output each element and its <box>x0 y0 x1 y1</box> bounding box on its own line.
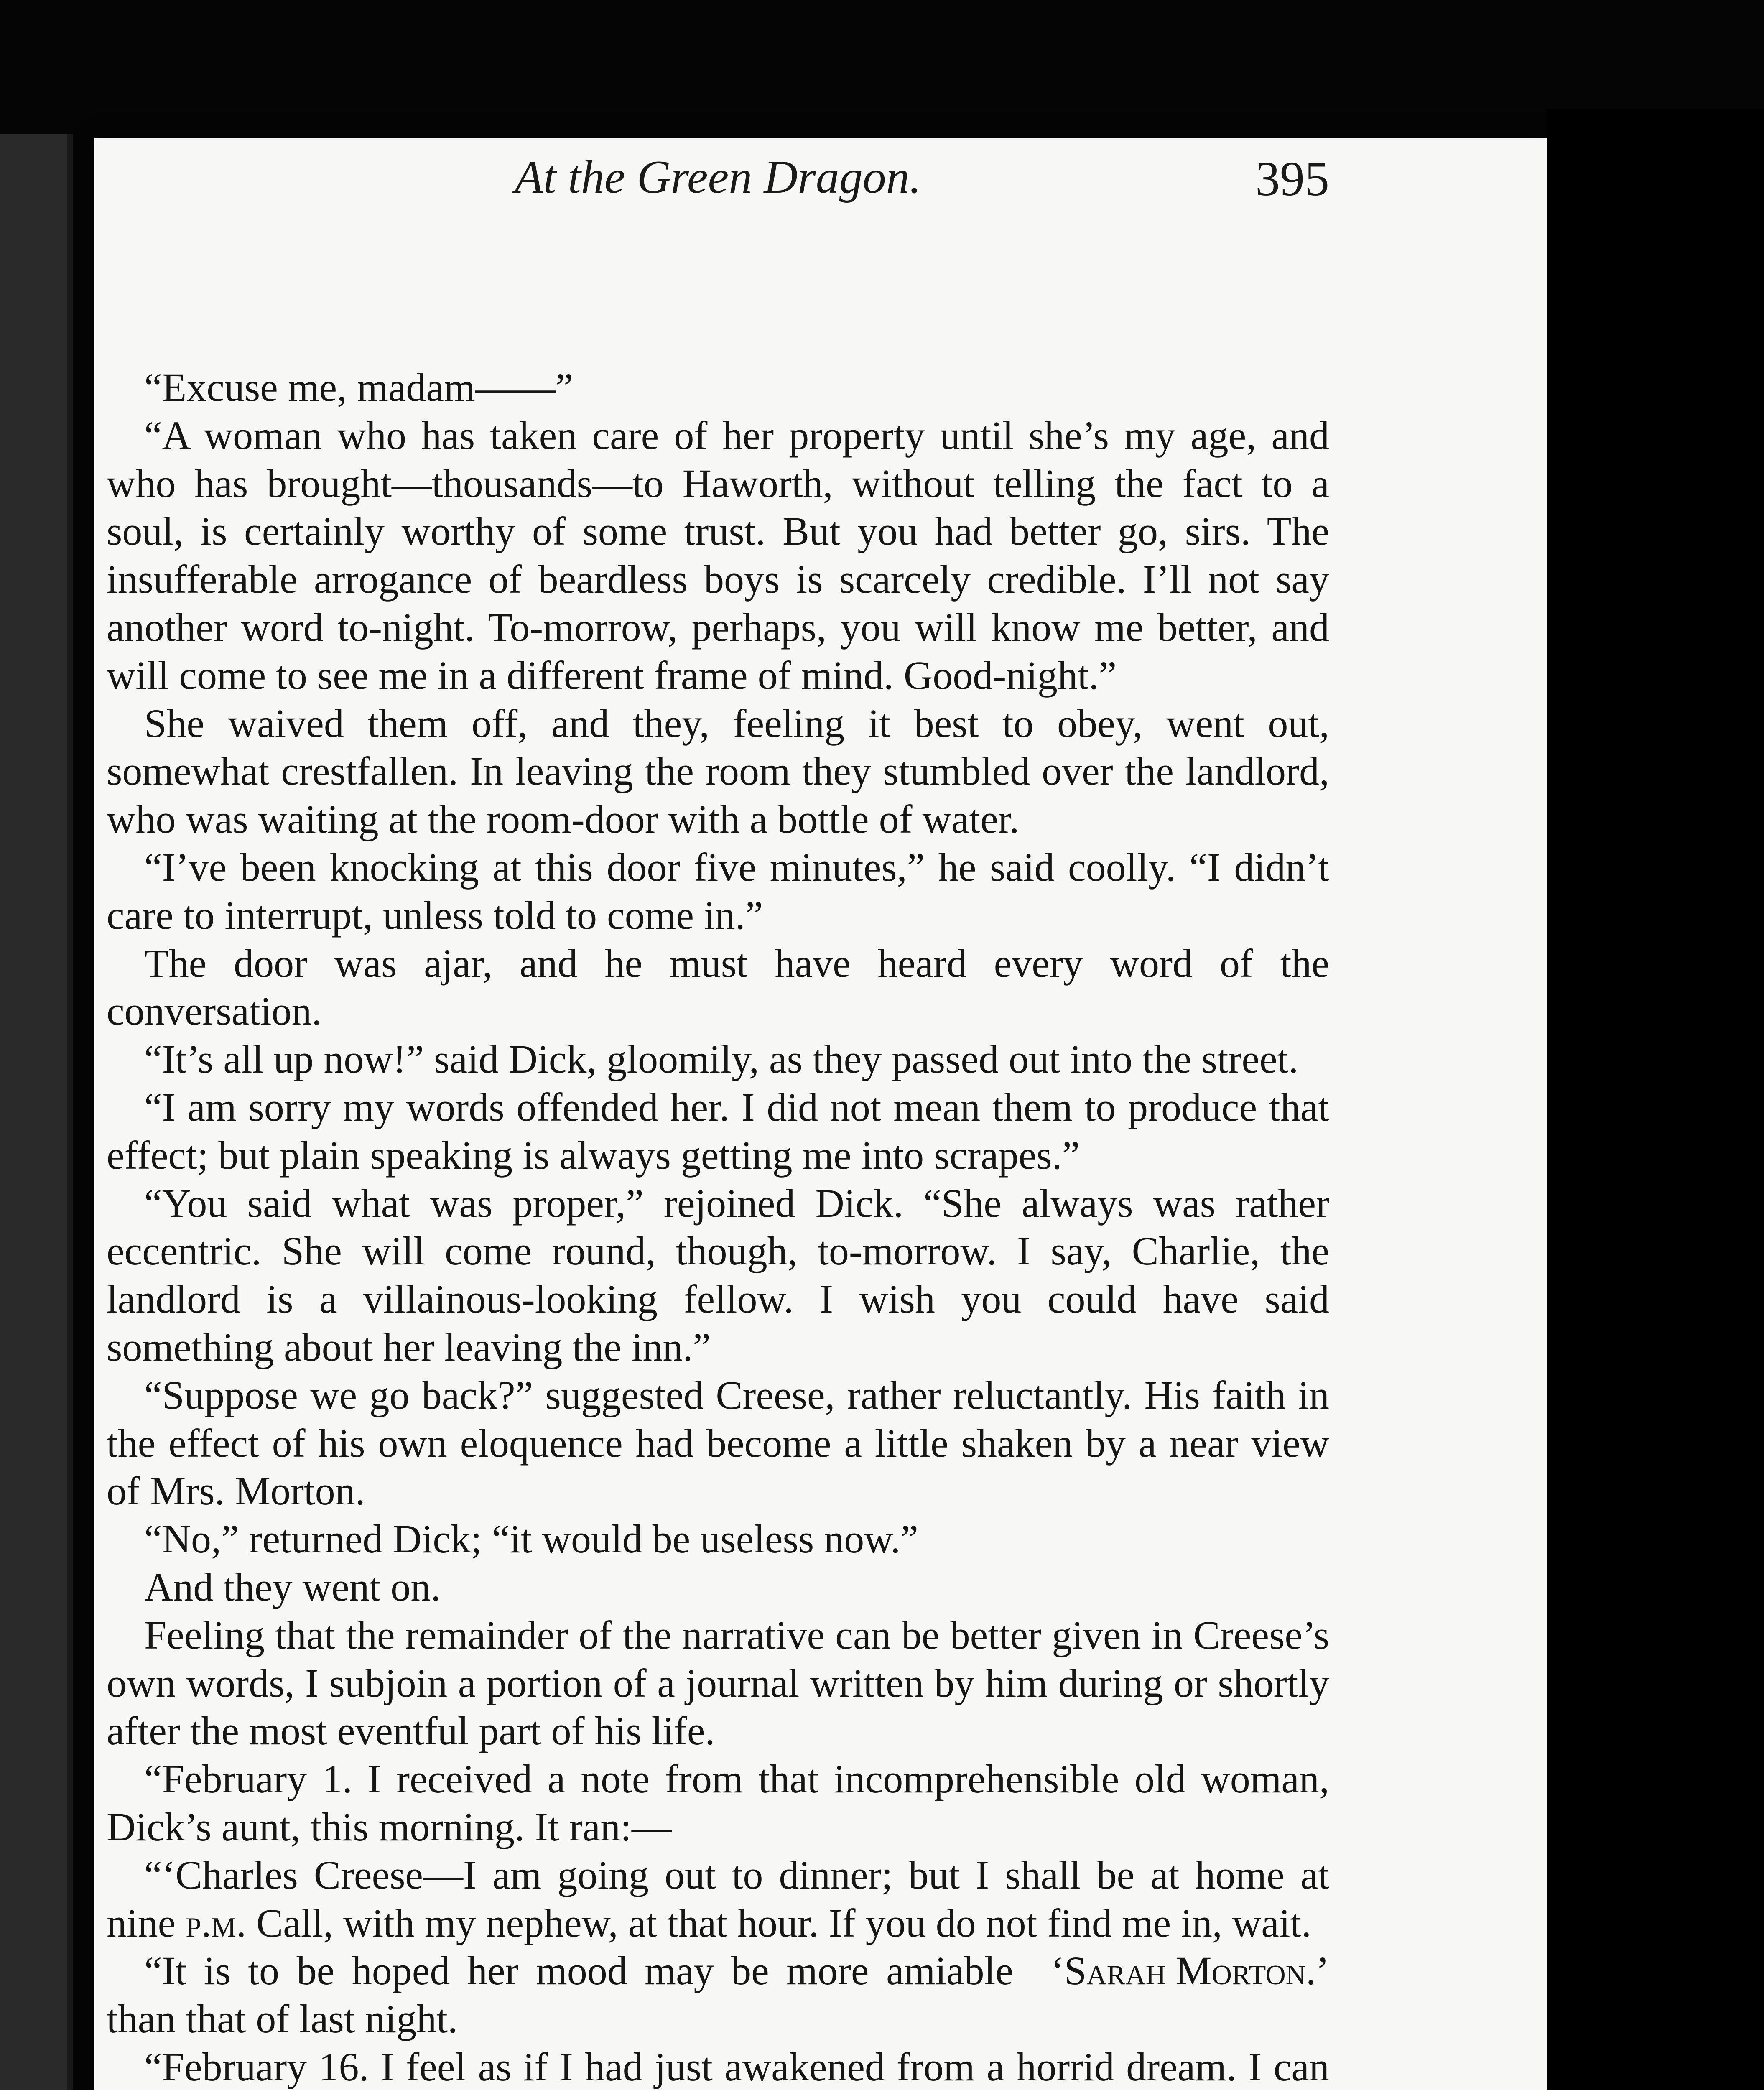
paragraph: “I’ve been knocking at this door five minutes,” he said coolly. “I didn’t care to interrupt, unless told to come in.” <box>107 844 1329 938</box>
paragraph: “I am sorry my words offended her. I did not mean them to produce that effect; but plain speaking is always getting me into scrapes.” <box>107 1084 1329 1178</box>
running-header <box>107 150 1329 226</box>
paragraph: “It’s all up now!” said Dick, gloomily, as they passed out into the street. <box>144 1037 1299 1082</box>
letter-body-after: Call, with my nephew, at that hour. If you do not find me in, wait. <box>246 1900 1312 1945</box>
paragraph: “A woman who has taken care of her property until she’s my age, and who has brought—thousands—to Haworth, without telling the fact to a soul, is certainly worthy of some trust. But you had better go, sirs. The insufferable arrogance of beardless boys is scarcely credible. I’ll not say another word to-night. To-morrow, perhaps, you will know me better, and will come to see me in a different frame of mind. Good-night.” <box>107 413 1329 698</box>
letter-body: “‘Charles Creese—I am going out to dinner; but I shall be at home at nine <box>107 1852 1329 1945</box>
page-number: 395 <box>1255 151 1329 206</box>
paragraph: “You said what was proper,” rejoined Dick. “She always was rather eccentric. She will come round, though, to-morrow. I say, Charlie, the landlord is a villainous-looking fellow. I wish you could have said something about her leaving the inn.” <box>107 1180 1329 1369</box>
letter-paragraph <box>107 1851 1329 1993</box>
paragraph: “Suppose we go back?” suggested Creese, rather reluctantly. His faith in the effect of his own eloquence had become a little shaken by a near view of Mrs. Morton. <box>107 1372 1329 1514</box>
letter-signature: ‘Sarah Morton.’ <box>1050 1948 1329 1993</box>
paragraph: “No,” returned Dick; “it would be useless now.” <box>144 1517 918 1562</box>
left-page-edge <box>0 134 73 2090</box>
paragraph: “It is to be hoped her mood may be more amiable than that of last night. <box>107 1948 1013 2042</box>
letter-time: p.m. <box>186 1900 247 1945</box>
body-text <box>107 364 1329 2090</box>
paragraph: She waived them off, and they, feeling it best to obey, went out, somewhat crestfallen. In leaving the room they stumbled over the landlord, who was waiting at the room-door with a bottle of water. <box>107 701 1329 842</box>
paragraph: Feeling that the remainder of the narrative can be better given in Creese’s own words, I subjoin a portion of a journal written by him during or shortly after the most eventful part of his life. <box>107 1612 1329 1754</box>
paragraph: The door was ajar, and he must have heard every word of the conversation. <box>107 940 1329 1034</box>
paragraph: “February 16. I feel as if I had just awakened from a horrid dream. I can <box>144 2044 1329 2089</box>
paragraph: “February 1. I received a note from that incomprehensible old woman, Dick’s aunt, this morning. It ran:— <box>107 1756 1329 1849</box>
paragraph: And they went on. <box>144 1564 441 1609</box>
paragraph: “Excuse me, madam——” <box>144 365 574 410</box>
right-gutter <box>1547 109 1764 2090</box>
running-title: At the Green Dragon. <box>515 151 921 203</box>
